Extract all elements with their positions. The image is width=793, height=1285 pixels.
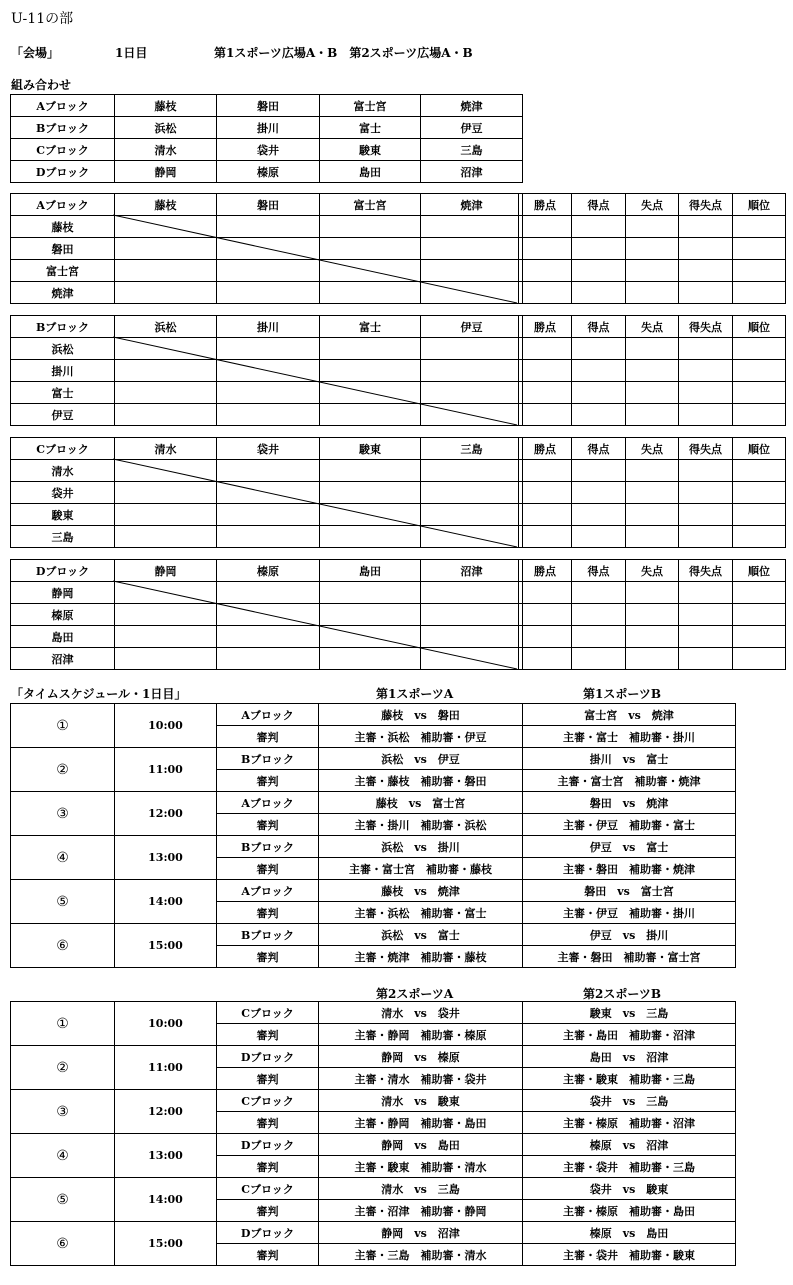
group-row-team: 富士宮 <box>11 260 115 282</box>
slot-number: ② <box>11 1046 115 1090</box>
group-col-team: 富士 <box>320 316 421 338</box>
pairing-block: Cブロック <box>11 139 115 161</box>
slot-number: ⑥ <box>11 1222 115 1266</box>
schedule-match-row <box>11 1046 736 1068</box>
field-b-match: 駿東 vs 三島 <box>523 1002 736 1024</box>
field-b-referee: 主審・榛原 補助審・沼津 <box>523 1112 736 1134</box>
slot-time: 12:00 <box>115 1090 217 1134</box>
standings-header: 勝点 <box>519 316 572 338</box>
referee-label: 審判 <box>217 858 319 880</box>
group-col-team: 伊豆 <box>421 316 523 338</box>
venue-label: 「会場」 <box>11 46 60 60</box>
slot-block: Bブロック <box>217 836 319 858</box>
slot-number: ⑥ <box>11 924 115 968</box>
field-b-match: 磐田 vs 焼津 <box>523 792 736 814</box>
field-a-referee: 主審・富士宮 補助審・藤枝 <box>319 858 523 880</box>
pairing-team: 浜松 <box>115 117 217 139</box>
group-col-team: 浜松 <box>115 316 217 338</box>
standings-header: 失点 <box>626 560 679 582</box>
field-a-match: 浜松 vs 掛川 <box>319 836 523 858</box>
field-a-match: 藤枝 vs 焼津 <box>319 880 523 902</box>
slot-number: ④ <box>11 836 115 880</box>
schedule-match-row <box>11 1134 736 1156</box>
standings-header: 勝点 <box>519 194 572 216</box>
field-a-referee: 主審・藤枝 補助審・磐田 <box>319 770 523 792</box>
group-row-team: 富士 <box>11 382 115 404</box>
referee-label: 審判 <box>217 1068 319 1090</box>
slot-time: 11:00 <box>115 1046 217 1090</box>
field-b-match: 榛原 vs 沼津 <box>523 1134 736 1156</box>
slot-number: ② <box>11 748 115 792</box>
slot-block: Aブロック <box>217 704 319 726</box>
page-title: U-11の部 <box>11 11 74 27</box>
schedule-table <box>10 703 736 968</box>
referee-label: 審判 <box>217 726 319 748</box>
pairing-team: 三島 <box>421 139 523 161</box>
field-b-referee: 主審・島田 補助審・沼津 <box>523 1024 736 1046</box>
group-col-team: 掛川 <box>217 316 320 338</box>
field-a-match: 清水 vs 三島 <box>319 1178 523 1200</box>
field-b-match: 榛原 vs 島田 <box>523 1222 736 1244</box>
field-b-referee: 主審・伊豆 補助審・富士 <box>523 814 736 836</box>
schedule-match-row <box>11 748 736 770</box>
schedule-match-row <box>11 1090 736 1112</box>
pairing-block: Dブロック <box>11 161 115 183</box>
slot-block: Aブロック <box>217 792 319 814</box>
slot-number: ④ <box>11 1134 115 1178</box>
field-b-match: 伊豆 vs 富士 <box>523 836 736 858</box>
field-a-match: 静岡 vs 榛原 <box>319 1046 523 1068</box>
standings-header: 順位 <box>733 316 786 338</box>
standings-header: 失点 <box>626 316 679 338</box>
slot-block: Bブロック <box>217 748 319 770</box>
schedule-match-row <box>11 924 736 946</box>
field-a-match: 藤枝 vs 磐田 <box>319 704 523 726</box>
standings-header: 順位 <box>733 438 786 460</box>
pairing-team: 榛原 <box>217 161 320 183</box>
standings-header: 失点 <box>626 438 679 460</box>
standings-header: 得点 <box>572 438 626 460</box>
standings-header: 得失点 <box>679 560 733 582</box>
group-col-team: 沼津 <box>421 560 523 582</box>
standings-header: 得点 <box>572 194 626 216</box>
slot-number: ⑤ <box>11 880 115 924</box>
field-b-referee: 主審・袋井 補助審・三島 <box>523 1156 736 1178</box>
referee-label: 審判 <box>217 1156 319 1178</box>
group-col-team: 藤枝 <box>115 194 217 216</box>
group-row-team: 袋井 <box>11 482 115 504</box>
group-block-label: Cブロック <box>11 438 115 460</box>
group-row-team: 榛原 <box>11 604 115 626</box>
field-b-match: 伊豆 vs 掛川 <box>523 924 736 946</box>
field-a-match: 静岡 vs 沼津 <box>319 1222 523 1244</box>
slot-time: 14:00 <box>115 880 217 924</box>
field-b-match: 磐田 vs 富士宮 <box>523 880 736 902</box>
group-col-team: 磐田 <box>217 194 320 216</box>
schedule-match-row <box>11 880 736 902</box>
standings-header: 順位 <box>733 194 786 216</box>
pairing-team: 島田 <box>320 161 421 183</box>
pairing-block: Bブロック <box>11 117 115 139</box>
referee-label: 審判 <box>217 814 319 836</box>
slot-time: 12:00 <box>115 792 217 836</box>
field-b-referee: 主審・磐田 補助審・富士宮 <box>523 946 736 968</box>
standings-header: 得点 <box>572 560 626 582</box>
group-col-team: 駿東 <box>320 438 421 460</box>
slot-block: Cブロック <box>217 1090 319 1112</box>
referee-label: 審判 <box>217 946 319 968</box>
slot-block: Bブロック <box>217 924 319 946</box>
slot-block: Cブロック <box>217 1002 319 1024</box>
standings-header: 勝点 <box>519 438 572 460</box>
group-col-team: 清水 <box>115 438 217 460</box>
slot-time: 13:00 <box>115 1134 217 1178</box>
pairing-team: 磐田 <box>217 95 320 117</box>
field-a-match: 清水 vs 駿東 <box>319 1090 523 1112</box>
group-row-team: 三島 <box>11 526 115 548</box>
field-a-match: 藤枝 vs 富士宮 <box>319 792 523 814</box>
slot-number: ③ <box>11 792 115 836</box>
field-b-match: 島田 vs 沼津 <box>523 1046 736 1068</box>
field-a-match: 浜松 vs 富士 <box>319 924 523 946</box>
field-a-referee: 主審・静岡 補助審・榛原 <box>319 1024 523 1046</box>
group-col-team: 焼津 <box>421 194 523 216</box>
standings-header: 得点 <box>572 316 626 338</box>
field-a-referee: 主審・焼津 補助審・藤枝 <box>319 946 523 968</box>
standings-header: 勝点 <box>519 560 572 582</box>
field-a-referee: 主審・静岡 補助審・島田 <box>319 1112 523 1134</box>
group-row-team: 伊豆 <box>11 404 115 426</box>
slot-block: Dブロック <box>217 1222 319 1244</box>
field-a-referee: 主審・浜松 補助審・伊豆 <box>319 726 523 748</box>
schedule-match-row <box>11 704 736 726</box>
standings-header: 順位 <box>733 560 786 582</box>
referee-label: 審判 <box>217 770 319 792</box>
field-b-referee: 主審・伊豆 補助審・掛川 <box>523 902 736 924</box>
field-a-match: 浜松 vs 伊豆 <box>319 748 523 770</box>
field-b-match: 掛川 vs 富士 <box>523 748 736 770</box>
group-row-team: 浜松 <box>11 338 115 360</box>
venue-sites: 第1スポーツ広場A・B 第2スポーツ広場A・B <box>214 46 473 60</box>
schedule-match-row <box>11 1178 736 1200</box>
field-b-match: 袋井 vs 駿東 <box>523 1178 736 1200</box>
group-row-team: 掛川 <box>11 360 115 382</box>
field-a-referee: 主審・沼津 補助審・静岡 <box>319 1200 523 1222</box>
slot-block: Cブロック <box>217 1178 319 1200</box>
field-b-referee: 主審・駿東 補助審・三島 <box>523 1068 736 1090</box>
standings-header: 失点 <box>626 194 679 216</box>
group-row-team: 島田 <box>11 626 115 648</box>
referee-label: 審判 <box>217 902 319 924</box>
referee-label: 審判 <box>217 1024 319 1046</box>
slot-number: ① <box>11 1002 115 1046</box>
pairing-team: 静岡 <box>115 161 217 183</box>
schedule-match-row <box>11 836 736 858</box>
field-a-heading: 第2スポーツA <box>376 987 454 1001</box>
group-block-label: Dブロック <box>11 560 115 582</box>
pairing-team: 沼津 <box>421 161 523 183</box>
group-col-team: 静岡 <box>115 560 217 582</box>
pairing-team: 富士宮 <box>320 95 421 117</box>
group-row-team: 沼津 <box>11 648 115 670</box>
group-row-team: 駿東 <box>11 504 115 526</box>
field-b-heading: 第2スポーツB <box>583 987 662 1001</box>
pairing-block: Aブロック <box>11 95 115 117</box>
group-col-team: 島田 <box>320 560 421 582</box>
slot-number: ⑤ <box>11 1178 115 1222</box>
group-col-team: 富士宮 <box>320 194 421 216</box>
slot-block: Dブロック <box>217 1046 319 1068</box>
group-row-team: 静岡 <box>11 582 115 604</box>
slot-time: 10:00 <box>115 1002 217 1046</box>
schedule-match-row <box>11 1002 736 1024</box>
group-block-label: Aブロック <box>11 194 115 216</box>
slot-time: 11:00 <box>115 748 217 792</box>
field-a-heading: 第1スポーツA <box>376 687 454 701</box>
pairing-team: 伊豆 <box>421 117 523 139</box>
group-row-team: 清水 <box>11 460 115 482</box>
schedule-match-row <box>11 1222 736 1244</box>
pairing-team: 掛川 <box>217 117 320 139</box>
venue-day: 1日目 <box>115 46 148 60</box>
field-a-referee: 主審・清水 補助審・袋井 <box>319 1068 523 1090</box>
field-b-referee: 主審・榛原 補助審・島田 <box>523 1200 736 1222</box>
standings-header: 得失点 <box>679 316 733 338</box>
schedule-match-row <box>11 792 736 814</box>
field-b-referee: 主審・富士宮 補助審・焼津 <box>523 770 736 792</box>
group-row-team: 藤枝 <box>11 216 115 238</box>
pairing-label: 組み合わせ <box>11 78 72 92</box>
referee-label: 審判 <box>217 1200 319 1222</box>
field-b-heading: 第1スポーツB <box>583 687 662 701</box>
field-a-referee: 主審・掛川 補助審・浜松 <box>319 814 523 836</box>
field-a-referee: 主審・浜松 補助審・富士 <box>319 902 523 924</box>
pairing-team: 富士 <box>320 117 421 139</box>
schedule-table <box>10 1001 736 1266</box>
slot-number: ① <box>11 704 115 748</box>
schedule-title: 「タイムスケジュール・1日目」 <box>11 687 187 701</box>
pairing-team: 駿東 <box>320 139 421 161</box>
field-b-referee: 主審・磐田 補助審・焼津 <box>523 858 736 880</box>
slot-block: Aブロック <box>217 880 319 902</box>
slot-number: ③ <box>11 1090 115 1134</box>
slot-time: 15:00 <box>115 1222 217 1266</box>
field-a-match: 清水 vs 袋井 <box>319 1002 523 1024</box>
group-col-team: 榛原 <box>217 560 320 582</box>
field-b-match: 袋井 vs 三島 <box>523 1090 736 1112</box>
pairing-team: 藤枝 <box>115 95 217 117</box>
pairing-team: 清水 <box>115 139 217 161</box>
pairing-team: 袋井 <box>217 139 320 161</box>
field-a-match: 静岡 vs 島田 <box>319 1134 523 1156</box>
field-b-referee: 主審・袋井 補助審・駿東 <box>523 1244 736 1266</box>
slot-time: 14:00 <box>115 1178 217 1222</box>
group-col-team: 三島 <box>421 438 523 460</box>
group-row-team: 磐田 <box>11 238 115 260</box>
group-row-team: 焼津 <box>11 282 115 304</box>
field-b-match: 富士宮 vs 焼津 <box>523 704 736 726</box>
field-a-referee: 主審・三島 補助審・清水 <box>319 1244 523 1266</box>
field-a-referee: 主審・駿東 補助審・清水 <box>319 1156 523 1178</box>
group-block-label: Bブロック <box>11 316 115 338</box>
slot-time: 15:00 <box>115 924 217 968</box>
slot-time: 13:00 <box>115 836 217 880</box>
standings-header: 得失点 <box>679 194 733 216</box>
slot-time: 10:00 <box>115 704 217 748</box>
pairing-team: 焼津 <box>421 95 523 117</box>
referee-label: 審判 <box>217 1244 319 1266</box>
group-col-team: 袋井 <box>217 438 320 460</box>
standings-header: 得失点 <box>679 438 733 460</box>
slot-block: Dブロック <box>217 1134 319 1156</box>
field-b-referee: 主審・富士 補助審・掛川 <box>523 726 736 748</box>
referee-label: 審判 <box>217 1112 319 1134</box>
